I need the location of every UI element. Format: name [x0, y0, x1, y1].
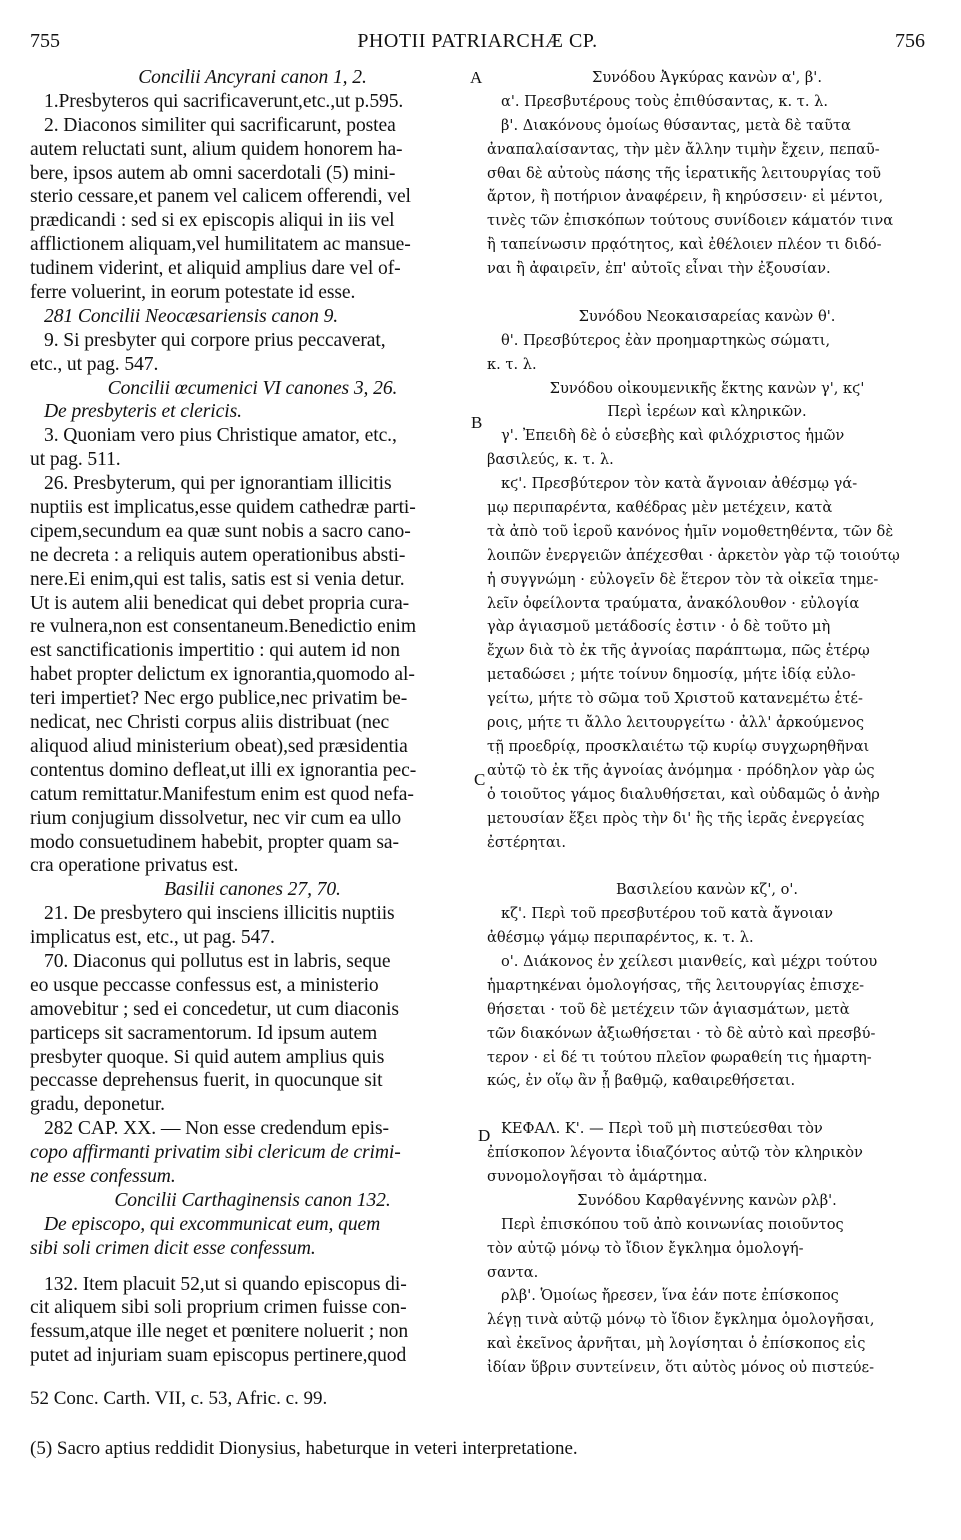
section-subheading: De presbyteris et clericis.: [44, 401, 242, 423]
text-line: ut pag. 511.: [30, 449, 121, 471]
text-line: 26. Presbyterum, qui per ignorantiam illicitis: [44, 473, 392, 495]
text-line: habet propter delictum ex ignorantia,quomodo al-: [30, 664, 415, 686]
text-line: καὶ ἐκεῖνος ἀρνῆται, μὴ λογίσηται ὁ ἐπίσκοπος εἰς: [487, 1335, 866, 1353]
text-line: ναι ἢ ἀφαιρεῖν, ἐπ' αὐτοῖς εἶναι τὴν ἐξουσίαν.: [487, 260, 831, 278]
text-line: Ut is autem alii benedicat qui debet propria cura-: [30, 592, 410, 614]
text-line: catum remittatur.Manifestum enim est quod nefa-: [30, 783, 414, 805]
text-line: cit aliquem sibi soli proprium crimen fuisse con-: [30, 1297, 407, 1319]
text-line: 2. Diaconos similiter qui sacrificarunt, postea: [44, 114, 396, 136]
text-line: α'. Πρεσβυτέρους τοὺς ἐπιθύσαντας, κ. τ. λ.: [501, 92, 829, 110]
text-line: ne decreta : a reliquis autem operationibus absti-: [30, 544, 406, 566]
text-line: γ'. Ἐπειδὴ δὲ ὁ εὐσεβὴς καὶ φιλόχριστος ἡμῶν: [501, 427, 845, 445]
section-subheading: Περὶ ἱερέων καὶ κληρικῶν.: [607, 403, 807, 421]
text-line: 70. Diaconus qui pollutus est in labris, seque: [44, 950, 391, 972]
text-line: λεῖν ὀφείλοντα τραύματα, ἀνακόλουθον · εὐλογία: [487, 594, 860, 612]
text-line: θ'. Πρεσβύτερος ἐὰν προημαρτηκὼς σώματι,: [501, 331, 831, 349]
section-heading: Βασιλείου κανὼν κζ', ο'.: [615, 881, 799, 899]
text-line: βασιλεύς, κ. τ. λ.: [487, 451, 614, 469]
chapter-heading: copo affirmanti privatim sibi clericum de crimi-: [30, 1142, 401, 1164]
text-line: ἡ συγγνώμη · εὐλογεῖν δὲ ἕτερον τὸν τὰ οἰκεῖα τημε-: [487, 570, 879, 588]
text-line: ἰδίαν ὕβριν συντείνειν, ὅτι αὐτὸς μόνος οὐ πιστεύε-: [487, 1359, 875, 1377]
section-subheading: σαντα.: [487, 1263, 539, 1281]
section-subheading: Περὶ ἐπισκόπου τοῦ ἀπὸ κοινωνίας ποιοῦντος: [501, 1215, 844, 1233]
text-line: τινὲς τῶν ἐπισκόπων τούτους συνίδοιεν κάματόν τινα: [487, 212, 894, 230]
text-line: peccasse deprehensus fuerit, in quocunque sit: [30, 1070, 383, 1092]
section-heading: Συνόδου Ἀγκύρας κανὼν α', β'.: [592, 69, 822, 86]
text-line: μεταδώσει ; μήτε τοίνυν δημοσίᾳ, μήτε ἰδίᾳ εὐλο-: [487, 666, 856, 684]
section-subheading: sibi soli crimen dicit esse confessum.: [30, 1237, 316, 1259]
text-line: putet ad injuriam suam episcopus pertinere,quod: [30, 1345, 407, 1367]
text-line: ο'. Διάκονος ἐν χείλεσι μιανθείς, καὶ μέχρι τούτου: [501, 952, 878, 970]
text-line: γείτω, μήτε τὸ σῶμα τοῦ Χριστοῦ κατανεμέτω ἑτέ-: [487, 690, 863, 708]
text-line: 9. Si presbyter qui corpore prius peccaverat,: [44, 329, 386, 351]
section-heading: Συνόδου Καρθαγέννης κανὼν ρλβ'.: [577, 1191, 837, 1209]
running-title: PHOTII PATRIARCHÆ CP.: [357, 30, 598, 52]
text-line: cipem,secundum ea quæ sunt nobis a sacro cano-: [30, 520, 411, 542]
text-line: κ. τ. λ.: [487, 355, 537, 373]
page-number-right: 756: [895, 30, 925, 52]
margin-marker-b: B: [471, 413, 483, 432]
text-line: τερον · εἰ δέ τι τούτου πλεῖον φωραθείη τις ἡμαρτη-: [487, 1048, 872, 1066]
page-number-left: 755: [30, 30, 60, 52]
text-line: tudinem viderint, et aliquid amplius dare vel of-: [30, 258, 401, 280]
text-line: τῇ προεδρίᾳ, προσκλαιέτω τῷ κυρίῳ συγχωρηθῆναι: [487, 737, 870, 755]
chapter-heading: 282 CAP. XX. — Non esse credendum epis-: [44, 1118, 389, 1140]
text-line: ἀναπαλαίσαντας, τὴν μὲν ἄλλην τιμὴν ἔχειν, πεπαῦ-: [487, 140, 880, 158]
section-heading: Concilii Carthaginensis canon 132.: [114, 1189, 391, 1211]
text-line: ἀθέσμῳ γάμῳ περιπαρέντος, κ. τ. λ.: [487, 929, 754, 947]
section-heading: Συνόδου οἰκουμενικῆς ἕκτης κανὼν γ', κϛ': [549, 379, 865, 397]
chapter-heading: ἐπίσκοπον λέγοντα ἰδιαζόντος αὐτῷ τὸν κληρικὸν: [487, 1144, 863, 1162]
latin-column: [30, 66, 475, 1368]
margin-marker-d: D: [478, 1126, 491, 1145]
text-line: ferre voluerint, in eorum potestate id esse.: [30, 282, 356, 304]
margin-marker-a: A: [470, 68, 483, 87]
text-line: afflictionem aliquam,vel humilitatem ac mansue-: [30, 234, 411, 256]
text-line: ἢ ταπείνωσιν πρᾳότητος, καὶ ἐθέλοιεν πλέον τι διδό-: [487, 236, 882, 254]
greek-column: [487, 66, 927, 1380]
text-line: 3. Quoniam vero pius Christique amator, etc.,: [44, 425, 397, 447]
text-line: cra operatione privatus est.: [30, 855, 239, 877]
text-line: est sanctificationis impertitio : qui autem id non: [30, 640, 400, 662]
section-subheading: τὸν αὐτῷ μόνῳ τὸ ἴδιον ἔγκλημα ὁμολογή-: [487, 1239, 804, 1257]
text-line: sterio cessare,et panem vel calicem offerendi, vel: [30, 186, 411, 208]
chapter-heading: ne esse confessum.: [30, 1165, 176, 1187]
text-line: γὰρ ἁγιασμοῦ μετάδοσίς ἐστιν · ὁ δὲ τοῦτο μὴ: [487, 618, 831, 636]
text-line: autem reluctati sunt, alium quidem honorem ha-: [30, 138, 403, 160]
text-line: eo usque peccasse confessus est, a ministerio: [30, 974, 379, 996]
text-line: τῶν διακόνων ἀξιωθήσεται · τὸ δὲ αὐτὸ καὶ πρεσβύ-: [487, 1024, 876, 1042]
section-heading: Basilii canones 27, 70.: [164, 879, 341, 901]
text-line: αὐτῷ τὸ ἐκ τῆς ἀγνοίας ἀνόμημα · πρόδηλον γὰρ ὡς: [487, 761, 875, 779]
margin-marker-c: C: [474, 770, 486, 789]
text-line: 1.Presbyteros qui sacrificaverunt,etc.,ut p.595.: [44, 90, 404, 112]
text-line: ροις, μήτε τι ἄλλο λειτουργείτω · ἀλλ' ἀρκούμενος: [487, 714, 865, 732]
text-line: nere.Ei enim,qui est talis, satis est si venia detur.: [30, 568, 405, 590]
section-heading: 281 Concilii Neocæsariensis canon 9.: [44, 305, 339, 327]
text-line: rium conjugium dissolvetur, nec vir cum ea ullo: [30, 807, 402, 829]
text-line: μετουσίαν ἕξει πρὸς τὴν δι' ἣς τῆς ἱερᾶς ἐνεργείας: [487, 809, 865, 827]
text-line: κζ'. Περὶ τοῦ πρεσβυτέρου τοῦ κατὰ ἄγνοιαν: [501, 905, 834, 923]
text-line: κϛ'. Πρεσβύτερον τὸν κατὰ ἄγνοιαν ἀθέσμῳ γά-: [501, 475, 858, 493]
section-heading: Συνόδου Νεοκαισαρείας κανὼν θ'.: [578, 307, 836, 325]
text-line: gradu, deponetur.: [30, 1094, 165, 1116]
text-line: modo consuetudinem habebit, propter quam sa-: [30, 831, 399, 853]
text-line: ἄρτον, ἢ ποτήριον ἀναφέρειν, ἢ κηρύσσειν· εἰ μέντοι,: [487, 188, 884, 206]
text-line: contentus domino defleat,ut illi ex ignorantia pec-: [30, 759, 417, 781]
text-line: σθαι δὲ αὐτοὺς πάσης τῆς ἱερατικῆς λειτουργίας τοῦ: [487, 164, 881, 182]
text-line: nedicat, nec Christi corpus aliis distribuat (nec: [30, 712, 390, 734]
text-line: 132. Item placuit 52,ut si quando episcopus di-: [44, 1273, 407, 1295]
page-header: [30, 30, 925, 60]
text-line: prædicandi : sed si ex episcopis aliqui in iis vel: [30, 210, 395, 232]
text-line: fessum,atque ille neget et pœnitere noluerit ; non: [30, 1321, 409, 1343]
text-line: nuptiis est implicatus,esse quidem cathedræ parti-: [30, 497, 416, 519]
footnote-5: (5) Sacro aptius reddidit Dionysius, habeturque in veteri interpretatione.: [30, 1438, 578, 1459]
text-line: ρλβ'. Ὁμοίως ἤρεσεν, ἵνα ἐάν ποτε ἐπίσκοπος: [501, 1287, 839, 1305]
text-line: ἐστέρηται.: [487, 833, 567, 851]
section-heading: Concilii Ancyrani canon 1, 2.: [138, 67, 367, 88]
text-line: re vulnera,non est consentaneum.Benedictio enim: [30, 616, 416, 638]
text-line: β'. Διακόνους ὁμοίως θύσαντας, μετὰ δὲ ταῦτα: [501, 116, 851, 134]
text-line: teri impertiet? Nec ergo publice,nec privatim be-: [30, 688, 408, 710]
text-line: ὁ τοιοῦτος γάμος διαλυθήσεται, καὶ οὐδαμῶς ὁ ἀνὴρ: [487, 785, 880, 803]
text-line: ἔχων διὰ τὸ ἐκ τῆς ἀγνοίας παράπτωμα, πῶς ἑτέρῳ: [487, 642, 870, 660]
text-line: θήσεται · τοῦ δὲ μετέχειν τῶν ἁγιασμάτων, μετὰ: [487, 1000, 850, 1018]
text-line: amovebitur ; sed ei concedetur, ut cum diaconis: [30, 998, 399, 1020]
text-line: etc., ut pag. 547.: [30, 353, 159, 375]
text-line: λοιπῶν ἐνεργειῶν ἀπέχεσθαι · ἀρκετὸν γὰρ τῷ τοιούτῳ: [487, 546, 900, 564]
text-line: particeps sit sacramentorum. Id ipsum autem: [30, 1022, 378, 1044]
text-line: presbyter quoque. Si quid autem amplius quis: [30, 1046, 385, 1068]
text-line: μῳ περιπαρέντα, καθέδρας μὲν μετέχειν, κατὰ: [487, 499, 833, 517]
text-line: bere, ipsos autem ab omni sacerdotali (5) mini-: [30, 162, 396, 184]
section-heading: Concilii œcumenici VI canones 3, 26.: [107, 377, 398, 399]
chapter-heading: ΚΕΦΑΛ. Κ'. — Περὶ τοῦ μὴ πιστεύεσθαι τὸν: [501, 1120, 823, 1138]
text-line: τὰ ἀπὸ τοῦ ἱεροῦ κανόνος ἡμῖν νομοθετηθέντα, τῶν δὲ: [487, 522, 894, 540]
text-line: aliquod aliud ministerium obeat),sed præsidentia: [30, 735, 408, 757]
text-line: λέγῃ τινὰ αὐτῷ μόνῳ τὸ ἴδιον ἔγκλημα ὁμολογῆσαι,: [487, 1311, 875, 1329]
footnote-52: 52 Conc. Carth. VII, c. 53, Afric. c. 99.: [30, 1388, 328, 1409]
text-line: κώς, ἐν οἵῳ ἂν ᾖ βαθμῷ, καθαιρεθήσεται.: [487, 1072, 796, 1090]
chapter-heading: συνομολογῆσαι τὸ ἁμάρτημα.: [487, 1167, 708, 1185]
text-line: ἡμαρτηκέναι ὁμολογήσας, τῆς λειτουργίας ἐπισχε-: [487, 976, 865, 994]
section-subheading: De episcopo, qui excommunicat eum, quem: [44, 1213, 381, 1235]
text-line: 21. De presbytero qui insciens illicitis nuptiis: [44, 903, 395, 925]
text-line: implicatus est, etc., ut pag. 547.: [30, 927, 275, 949]
